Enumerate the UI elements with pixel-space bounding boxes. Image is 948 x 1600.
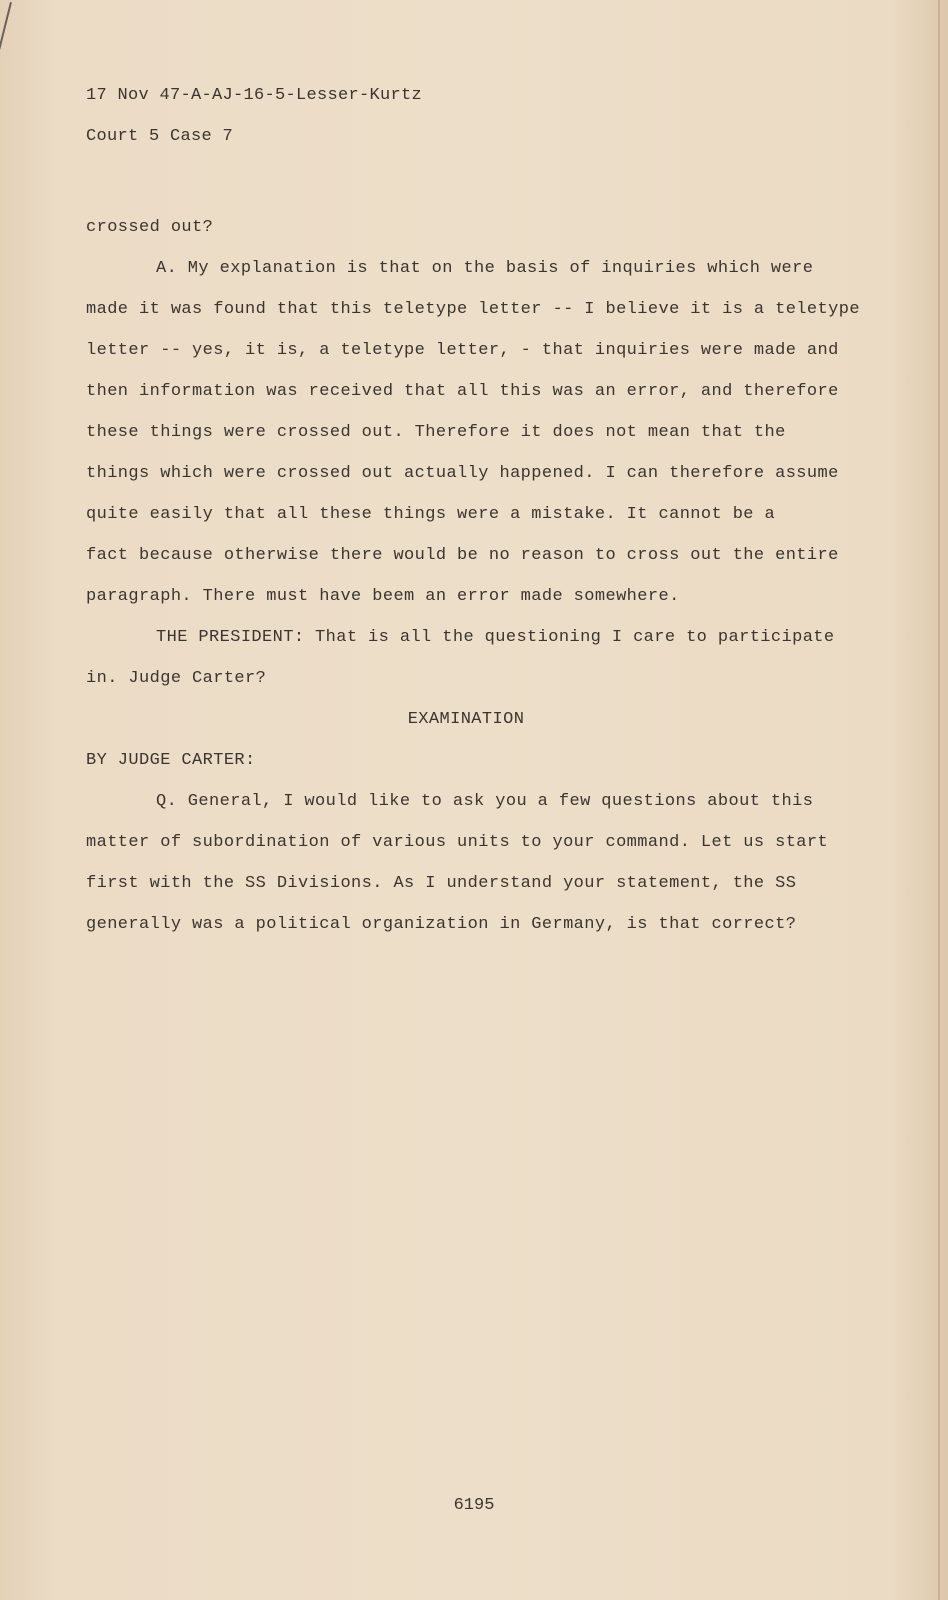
transcript-line: then information was received that all this was an error, and therefore xyxy=(86,382,839,401)
page-edge xyxy=(938,0,940,1600)
transcript-line: in. Judge Carter? xyxy=(86,669,267,688)
court-case-label: Court 5 Case 7 xyxy=(86,127,234,146)
transcript-line: made it was found that this teletype letter -- I believe it is a teletype xyxy=(86,300,860,319)
transcript-line: quite easily that all these things were a mistake. It cannot be a xyxy=(86,505,776,524)
transcript-line: these things were crossed out. Therefore it does not mean that the xyxy=(86,423,786,442)
page-number: 6195 xyxy=(453,1496,495,1515)
examiner-label: BY JUDGE CARTER: xyxy=(86,751,256,770)
answer-paragraph-start: A. My explanation is that on the basis of inquiries which were xyxy=(156,259,814,278)
transcript-line: first with the SS Divisions. As I understand your statement, the SS xyxy=(86,874,797,893)
document-reference: 17 Nov 47-A-AJ-16-5-Lesser-Kurtz xyxy=(86,86,423,105)
transcript-line: crossed out? xyxy=(86,218,214,237)
question-paragraph-start: Q. General, I would like to ask you a few questions about this xyxy=(156,792,814,811)
transcript-line: fact because otherwise there would be no reason to cross out the entire xyxy=(86,546,839,565)
president-statement-start: THE PRESIDENT: That is all the questioning I care to participate xyxy=(156,628,835,647)
transcript-line: generally was a political organization in Germany, is that correct? xyxy=(86,915,797,934)
transcript-line: paragraph. There must have beem an error made somewhere. xyxy=(86,587,680,606)
transcript-line: matter of subordination of various units to your command. Let us start xyxy=(86,833,829,852)
transcript-line: letter -- yes, it is, a teletype letter, - that inquiries were made and xyxy=(86,341,839,360)
transcript-body xyxy=(86,207,860,945)
section-heading: EXAMINATION xyxy=(407,710,525,729)
pencil-mark xyxy=(0,2,12,61)
transcript-line: things which were crossed out actually happened. I can therefore assume xyxy=(86,464,839,483)
